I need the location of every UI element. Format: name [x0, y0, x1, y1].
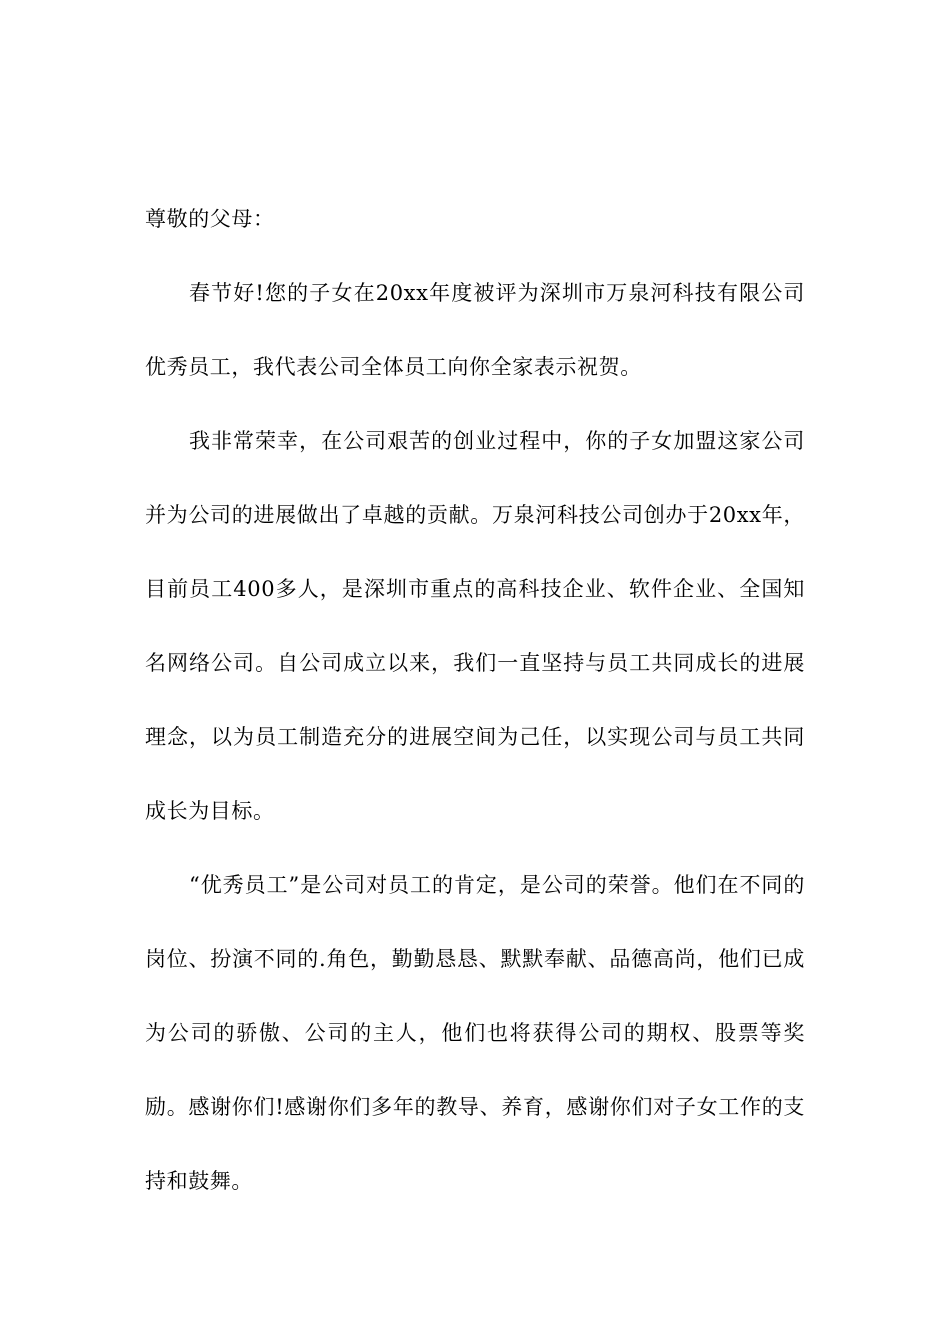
letter-body: [145, 182, 805, 1218]
salutation: 尊敬的父母：: [145, 207, 275, 231]
paragraph-thanks: “优秀员工”是公司对员工的肯定，是公司的荣誉。他们在不同的岗位、扮演不同的.角色，勤勤恳恳、默默奉献、品德高尚，他们已成为公司的骄傲、公司的主人，他们也将获得公司的期权、股票等奖励。感谢你们!感谢你们多年的教导、养育，感谢你们对子女工作的支持和鼓舞。: [145, 873, 805, 1193]
paragraph-greeting: 春节好!您的子女在20xx年度被评为深圳市万泉河科技有限公司优秀员工，我代表公司全体员工向你全家表示祝贺。: [145, 281, 805, 379]
paragraph-company-intro: 我非常荣幸，在公司艰苦的创业过程中，你的子女加盟这家公司并为公司的进展做出了卓越的贡献。万泉河科技公司创办于20xx年，目前员工400多人，是深圳市重点的高科技企业、软件企业、全国知名网络公司。自公司成立以来，我们一直坚持与员工共同成长的进展理念，以为员工制造充分的进展空间为己任，以实现公司与员工共同成长为目标。: [145, 429, 805, 823]
